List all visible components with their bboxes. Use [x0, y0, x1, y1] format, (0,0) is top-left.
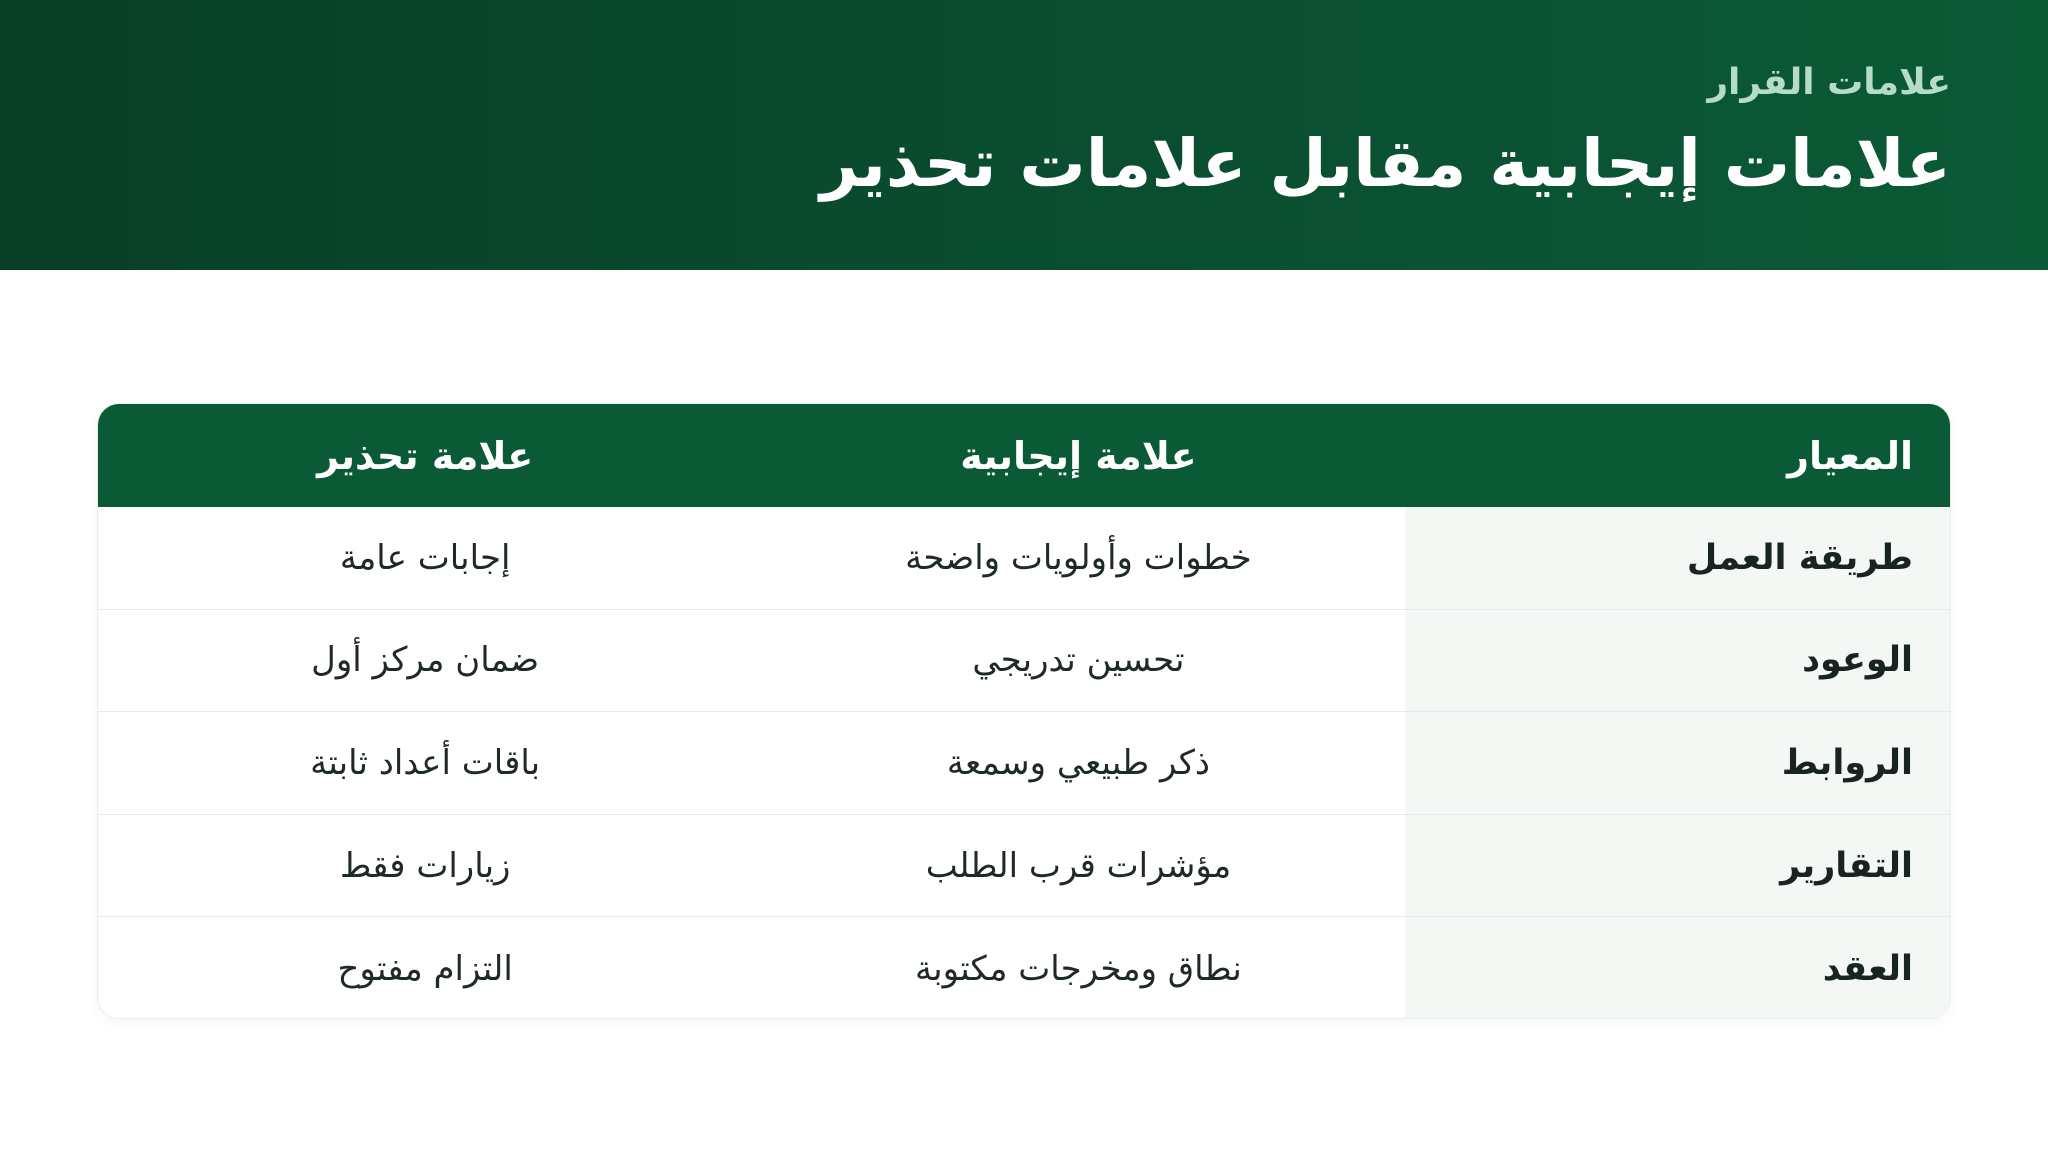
header-positive: علامة إيجابية [960, 433, 1197, 478]
warning-cell: التزام مفتوح [337, 948, 513, 989]
positive-cell: نطاق ومخرجات مكتوبة [914, 948, 1242, 989]
positive-cell: ذكر طبيعي وسمعة [946, 742, 1211, 783]
positive-cell: خطوات وأولويات واضحة [905, 537, 1252, 578]
table-row [98, 712, 1950, 815]
warning-cell: ضمان مركز أول [311, 640, 540, 681]
table-row [98, 815, 1950, 918]
table-body [98, 507, 1950, 1019]
header-warning: علامة تحذير [317, 433, 534, 478]
warning-cell: زيارات فقط [339, 845, 511, 886]
comparison-table [97, 403, 1951, 1019]
table-row [98, 507, 1950, 610]
criteria-cell: العقد [1405, 917, 1950, 1019]
table-row [98, 917, 1950, 1019]
positive-cell: مؤشرات قرب الطلب [925, 845, 1232, 886]
criteria-cell: الوعود [1405, 610, 1950, 712]
warning-cell: إجابات عامة [339, 537, 511, 578]
slide-title: علامات إيجابية مقابل علامات تحذير [820, 125, 1951, 202]
header-criteria: المعيار [1787, 433, 1913, 478]
warning-cell: باقات أعداد ثابتة [310, 742, 541, 783]
positive-cell: تحسين تدريجي [972, 640, 1185, 681]
criteria-cell: طريقة العمل [1405, 507, 1950, 609]
header-band [0, 0, 2048, 270]
criteria-cell: الروابط [1405, 712, 1950, 814]
criteria-cell: التقارير [1405, 815, 1950, 917]
section-eyebrow: علامات القرار [1707, 62, 1951, 103]
table-row [98, 610, 1950, 713]
table-header-row [98, 404, 1950, 507]
